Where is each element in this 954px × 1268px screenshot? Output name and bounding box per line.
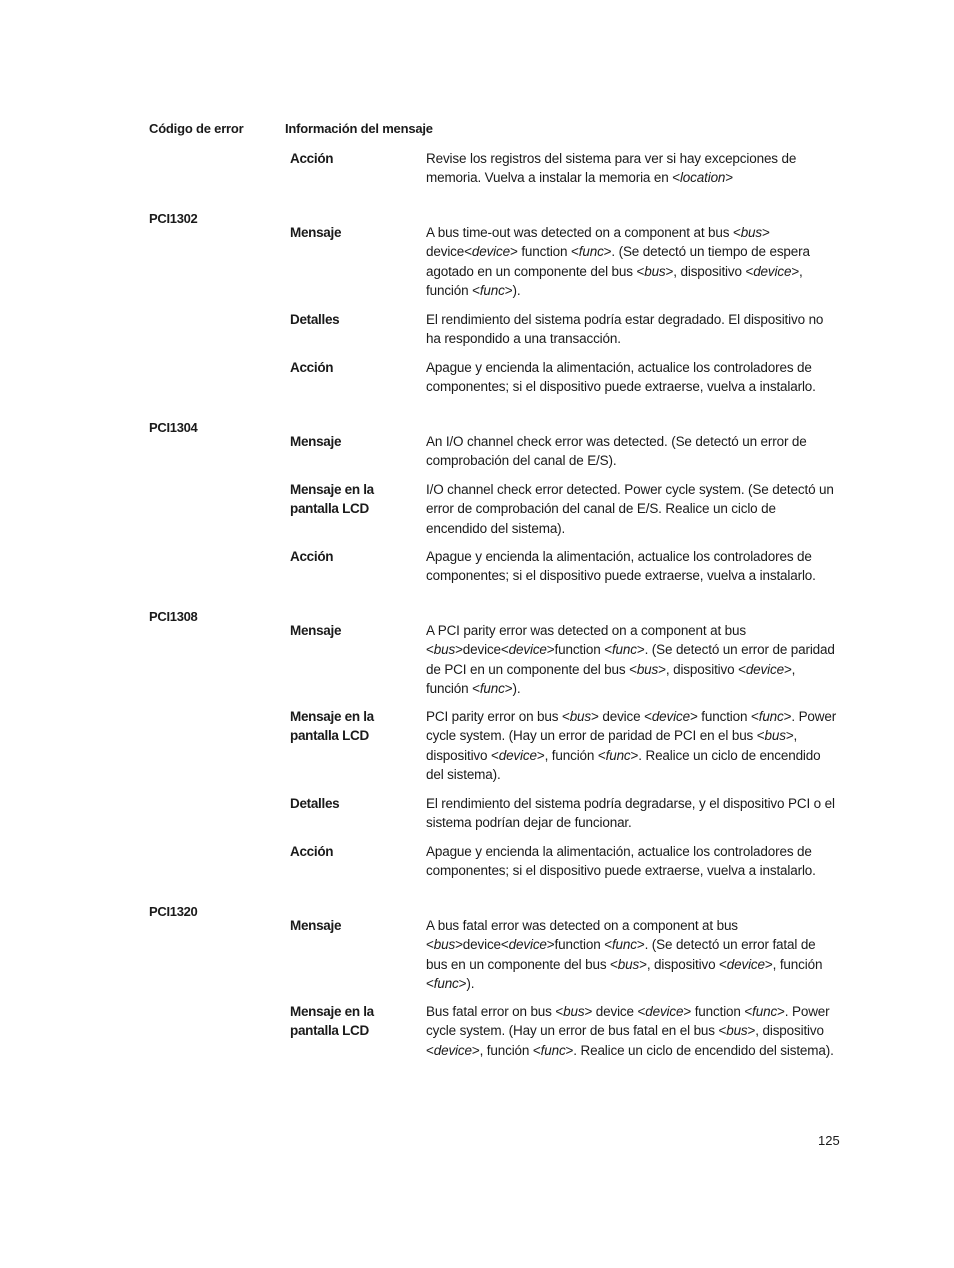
column-header-error-code: Código de error (149, 121, 244, 136)
field-label: Mensaje en la pantalla LCD (290, 482, 374, 517)
field-text: El rendimiento del sistema podría estar degradado. El dispositivo no ha respondido a una transacción. (426, 312, 824, 347)
field-text: Revise los registros del sistema para ver si hay excepciones de memoria. Vuelva a instalar la memoria en <location> (426, 151, 797, 186)
page-number: 125 (818, 1133, 840, 1148)
field-label: Mensaje en la pantalla LCD (290, 1004, 374, 1039)
field-label: Mensaje (290, 623, 342, 638)
field-text: PCI parity error on bus <bus> device <device> function <func>. Power cycle system. (Hay un error de paridad de PCI en el bus <bus>, dispositivo <device>, función <func>. Realice un ciclo de encendido del sistema). (426, 709, 837, 782)
field-text: A bus time-out was detected on a component at bus <bus> device<device> function <func>. (Se detectó un tiempo de espera agotado en un componente del bus <bus>, dispositivo <device>, función <func>). (426, 225, 810, 298)
field-label: Acción (290, 151, 334, 166)
field-text: Apague y encienda la alimentación, actualice los controladores de componentes; si el dispositivo puede extraerse, vuelva a instalarlo. (426, 844, 816, 879)
field-text: I/O channel check error detected. Power cycle system. (Se detectó un error de comprobación del canal de E/S. Realice un ciclo de encendido del sistema). (426, 482, 834, 536)
column-header-message-info: Información del mensaje (285, 121, 433, 136)
field-label: Detalles (290, 312, 340, 327)
field-text: El rendimiento del sistema podría degradarse, y el dispositivo PCI o el sistema podrían dejar de funcionar. (426, 796, 835, 831)
field-label: Mensaje (290, 225, 342, 240)
field-text: An I/O channel check error was detected. (Se detectó un error de comprobación del canal de E/S). (426, 434, 807, 469)
field-text: A PCI parity error was detected on a component at bus <bus>device<device>function <func>. (Se detectó un error de paridad de PCI en un componente del bus <bus>, dispositivo <device>, función <func>). (426, 623, 835, 696)
error-code: PCI1302 (149, 211, 198, 226)
field-label: Acción (290, 360, 334, 375)
error-code: PCI1308 (149, 609, 198, 624)
field-text: Apague y encienda la alimentación, actualice los controladores de componentes; si el dispositivo puede extraerse, vuelva a instalarlo. (426, 549, 816, 584)
field-label: Mensaje (290, 918, 342, 933)
error-code: PCI1304 (149, 420, 198, 435)
field-label: Mensaje en la pantalla LCD (290, 709, 374, 744)
field-text: A bus fatal error was detected on a component at bus <bus>device<device>function <func>. (Se detectó un error fatal de bus en un componente del bus <bus>, dispositivo <device>, función <func>). (426, 918, 823, 991)
field-label: Acción (290, 549, 334, 564)
field-text: Apague y encienda la alimentación, actualice los controladores de componentes; si el dispositivo puede extraerse, vuelva a instalarlo. (426, 360, 816, 395)
field-label: Mensaje (290, 434, 342, 449)
error-code: PCI1320 (149, 904, 198, 919)
field-label: Detalles (290, 796, 340, 811)
field-text: Bus fatal error on bus <bus> device <device> function <func>. Power cycle system. (Hay un error de bus fatal en el bus <bus>, dispositivo <device>, función <func>. Realice un ciclo de encendido del sistema). (426, 1004, 834, 1058)
field-label: Acción (290, 844, 334, 859)
